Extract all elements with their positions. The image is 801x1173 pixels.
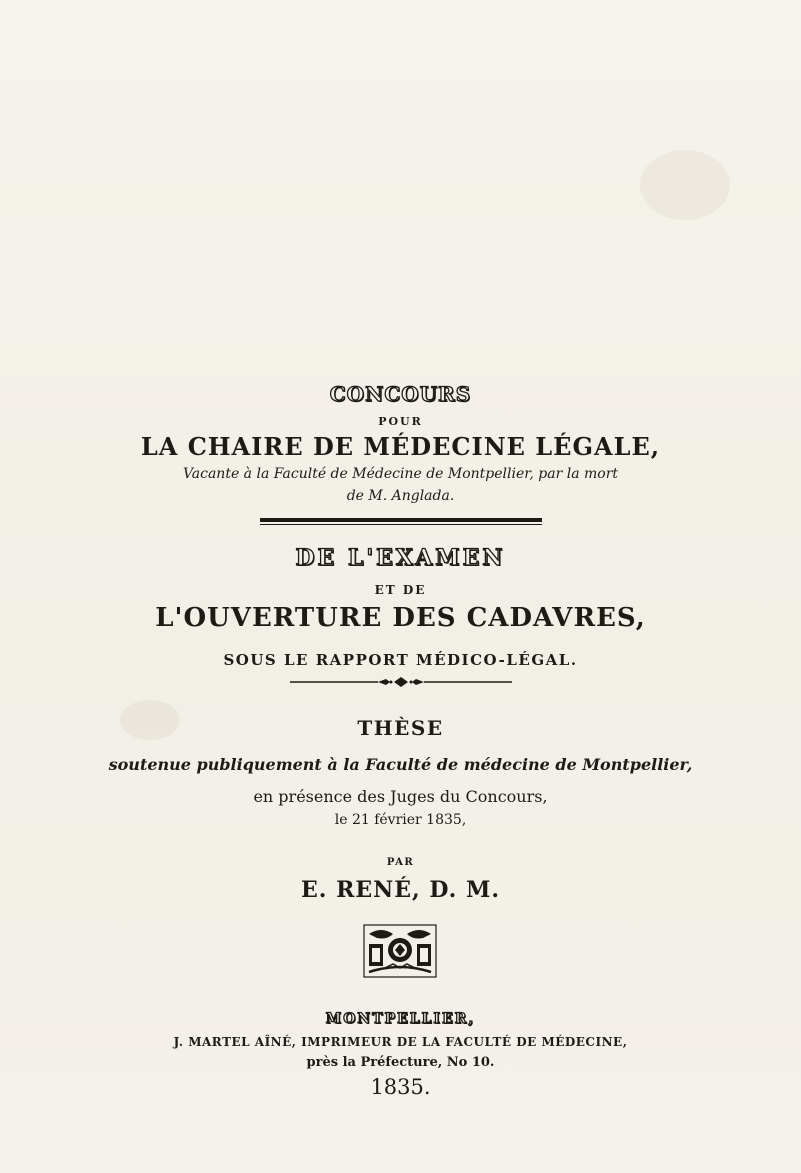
vacante-line-2: de M. Anglada. — [346, 488, 455, 504]
sous-rapport-subtitle: SOUS LE RAPPORT MÉDICO-LÉGAL. — [223, 651, 578, 669]
ornament-divider-icon — [290, 676, 512, 688]
presence-line: en présence des Juges du Concours, — [253, 787, 548, 806]
paper-stain — [640, 150, 730, 220]
par-label: PAR — [386, 857, 415, 868]
chaire-heading: LA CHAIRE DE MÉDECINE LÉGALE, — [140, 432, 661, 461]
et-de-label: ET DE — [374, 583, 427, 597]
examen-title: DE L'EXAMEN — [295, 545, 506, 571]
printer-line: J. MARTEL AÎNÉ, IMPRIMEUR DE LA FACULTÉ DE MÉDECINE, — [173, 1035, 628, 1049]
publication-year: 1835. — [370, 1075, 431, 1099]
vacante-line-1: Vacante à la Faculté de Médecine de Montpellier, par la mort — [182, 466, 619, 482]
author-name: E. RENÉ, D. M. — [301, 877, 500, 903]
city-line: MONTPELLIER, — [325, 1011, 476, 1027]
address-line: près la Préfecture, No 10. — [306, 1055, 495, 1070]
double-rule-thick — [260, 518, 542, 522]
ouverture-title: L'OUVERTURE DES CADAVRES, — [155, 603, 646, 633]
these-heading: THÈSE — [357, 716, 444, 740]
date-line: le 21 février 1835, — [334, 812, 467, 828]
pour-label: POUR — [378, 415, 423, 428]
double-rule-thin — [260, 524, 542, 525]
concours-heading: CONCOURS — [329, 382, 472, 406]
soutenue-line: soutenue publiquement à la Faculté de médecine de Montpellier, — [108, 755, 693, 774]
printer-emblem-icon — [363, 924, 437, 978]
